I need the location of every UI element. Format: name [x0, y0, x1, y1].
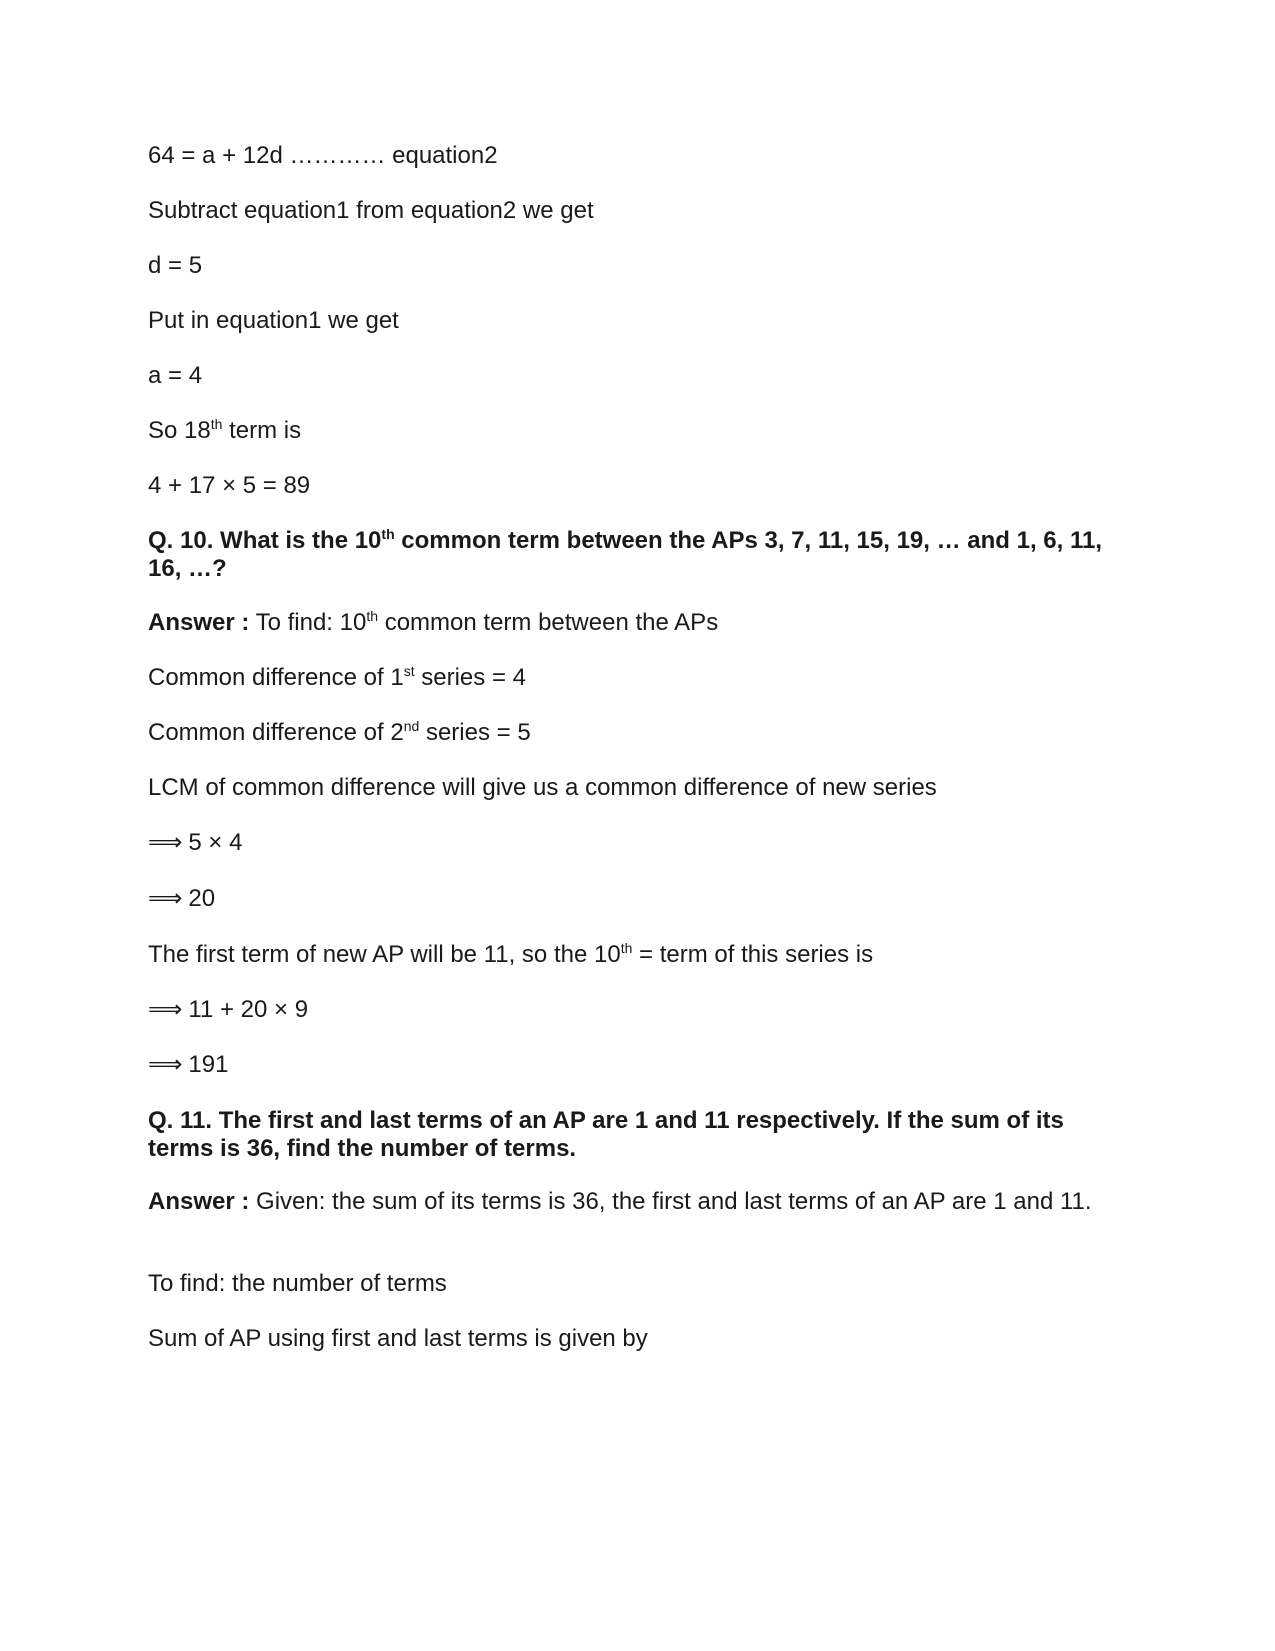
subtract-line: Subtract equation1 from equation2 we get: [148, 197, 594, 224]
text-segment: common term between the APs: [378, 609, 719, 636]
text-segment: series = 4: [414, 664, 526, 691]
d-value-line: d = 5: [148, 252, 203, 279]
sum-ap-line: Sum of AP using first and last terms is given by: [148, 1325, 648, 1352]
superscript: st: [403, 663, 415, 679]
lcm-line: LCM of common difference will give us a common difference of new series: [148, 774, 937, 801]
step-11-plus: [148, 996, 1108, 1024]
text-segment: series = 5: [419, 719, 531, 746]
superscript: th: [381, 526, 395, 542]
implies-arrow-icon: ⟹: [148, 829, 183, 856]
text-segment: Q. 10. What is the 10: [148, 527, 382, 554]
text-segment: common term between the APs 3, 7, 11, 15, 19, … and 1, 6, 11, 16, …?: [148, 527, 1103, 582]
question-11: Q. 11. The first and last terms of an AP are 1 and 11 respectively. If the sum of its terms is 36, find the number of terms.: [148, 1107, 1064, 1162]
step-20: [148, 885, 1108, 913]
step-text: 191: [188, 1051, 229, 1078]
step-text: 5 × 4: [188, 829, 243, 856]
common-difference-1: [148, 664, 1108, 692]
common-difference-2: [148, 719, 1108, 747]
first-term-line: [148, 941, 1108, 969]
implies-arrow-icon: ⟹: [148, 1051, 183, 1078]
implies-arrow-icon: ⟹: [148, 885, 183, 912]
step-text: 20: [188, 885, 216, 912]
answer-label: Answer :: [148, 1188, 250, 1215]
equation2-line: 64 = a + 12d ………… equation2: [148, 142, 498, 169]
text-segment: The first term of new AP will be 11, so the 10: [148, 941, 621, 968]
a-value-line: a = 4: [148, 362, 203, 389]
to-find-line: To find: the number of terms: [148, 1270, 447, 1297]
superscript: th: [620, 940, 633, 956]
implies-arrow-icon: ⟹: [148, 996, 183, 1023]
superscript: nd: [403, 718, 420, 734]
document-page: [148, 0, 1108, 1651]
question-10: [148, 527, 1108, 583]
text-segment: Given: the sum of its terms is 36, the first and last terms of an AP are 1 and 11.: [249, 1188, 1092, 1215]
text-segment: To find: 10: [249, 609, 367, 636]
text-segment: Common difference of 1: [148, 664, 404, 691]
step-191: [148, 1051, 1108, 1079]
text-segment: = term of this series is: [632, 941, 874, 968]
text-segment: So 18: [148, 417, 211, 444]
text-segment: Common difference of 2: [148, 719, 404, 746]
answer-11: [148, 1188, 1108, 1216]
superscript: th: [366, 608, 379, 624]
eighteenth-term-line: [148, 417, 1108, 445]
result-89-line: 4 + 17 × 5 = 89: [148, 472, 311, 499]
step-text: 11 + 20 × 9: [188, 996, 309, 1023]
superscript: th: [210, 416, 223, 432]
answer-10: [148, 609, 1108, 637]
text-segment: term is: [222, 417, 302, 444]
put-in-line: Put in equation1 we get: [148, 307, 399, 334]
step-5x4: [148, 829, 1108, 857]
answer-label: Answer :: [148, 609, 250, 636]
